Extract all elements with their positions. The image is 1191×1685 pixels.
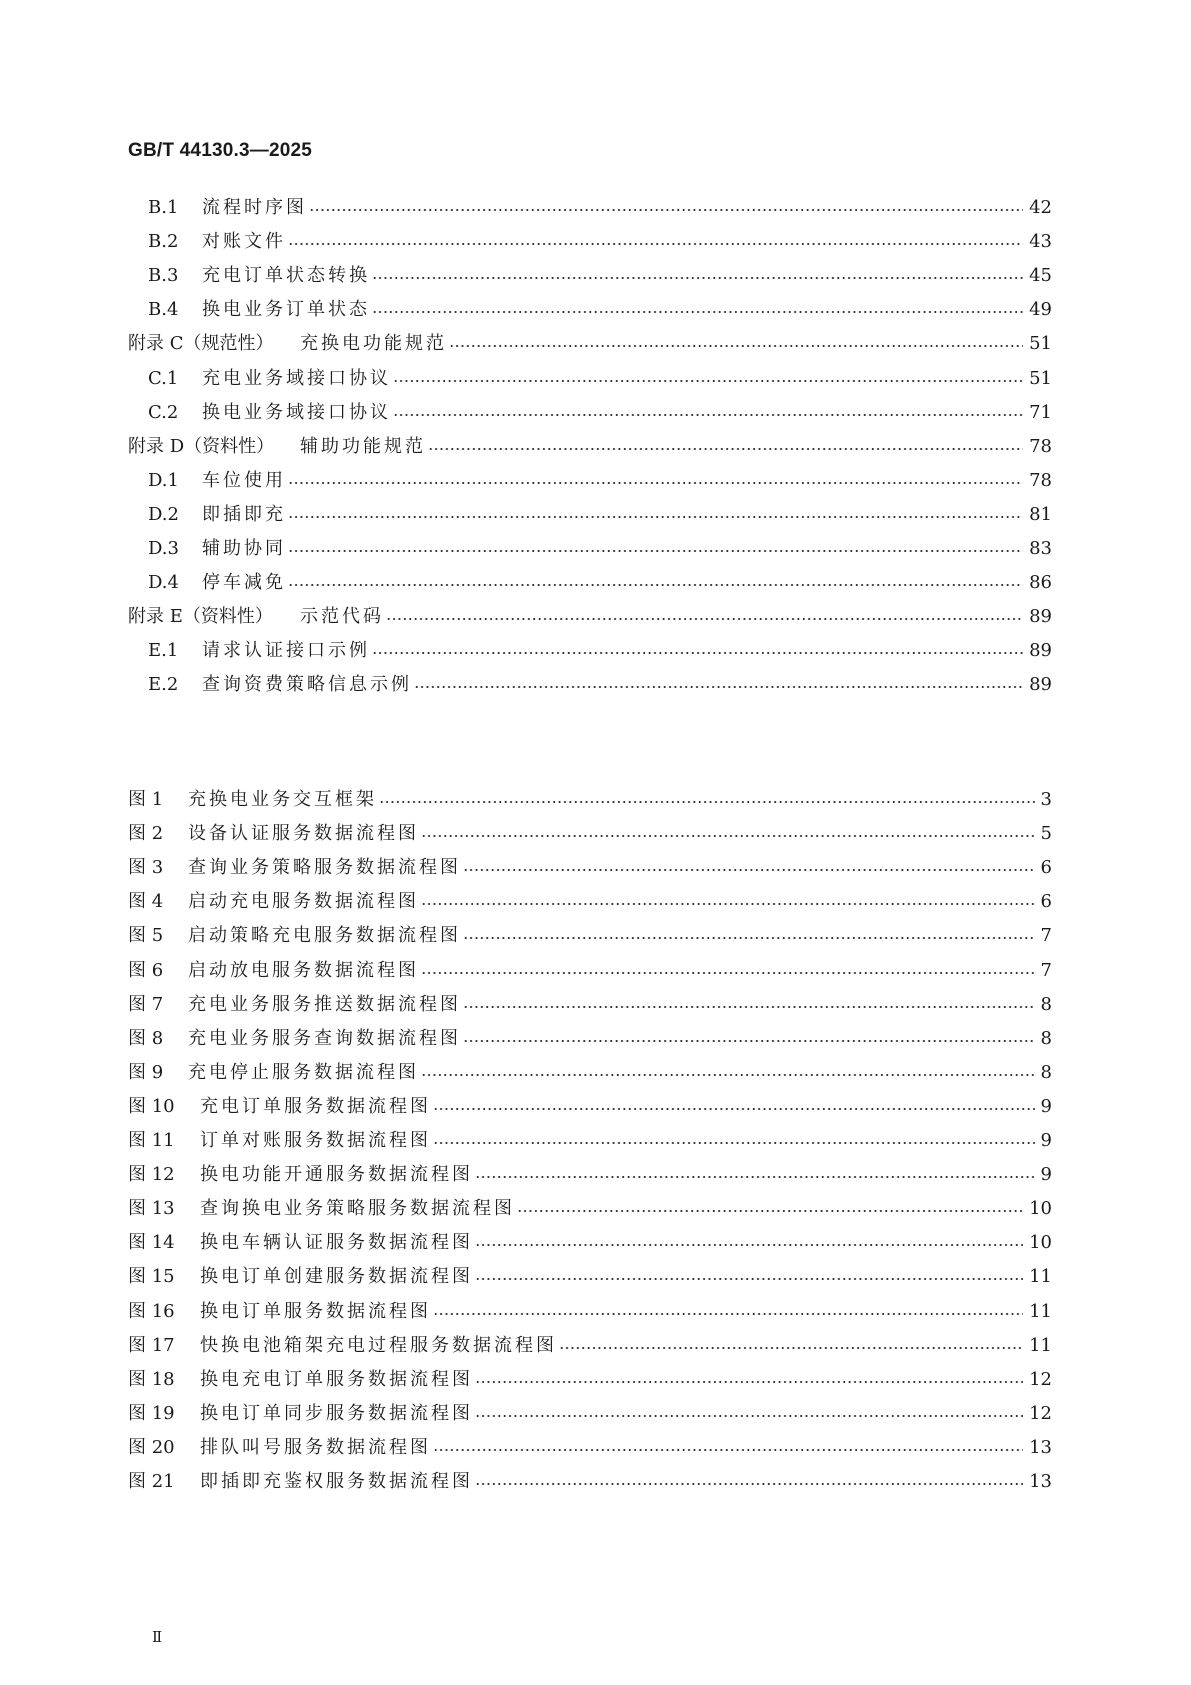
entry-title: 辅助功能规范 bbox=[300, 435, 426, 457]
dot-leader bbox=[386, 617, 1023, 621]
dot-leader bbox=[449, 344, 1023, 348]
dot-leader bbox=[463, 868, 1035, 872]
entry-page-number: 7 bbox=[1040, 959, 1052, 981]
toc-entry[interactable] bbox=[128, 921, 1052, 951]
entry-page-number: 71 bbox=[1029, 401, 1052, 423]
entry-page-number: 7 bbox=[1040, 925, 1052, 947]
entry-number: 图 13 bbox=[128, 1198, 175, 1220]
entry-number: 图 10 bbox=[128, 1095, 175, 1117]
entry-page-number: 89 bbox=[1029, 674, 1052, 696]
entry-number: D.2 bbox=[148, 503, 179, 525]
dot-leader bbox=[475, 1414, 1023, 1418]
entry-number: 图 12 bbox=[128, 1164, 175, 1186]
entry-page-number: 11 bbox=[1029, 1334, 1052, 1356]
entry-number: 图 5 bbox=[128, 925, 164, 947]
entry-title: 启动充电服务数据流程图 bbox=[188, 891, 419, 913]
toc-entry[interactable] bbox=[148, 466, 1052, 496]
toc-entry[interactable] bbox=[128, 1160, 1052, 1190]
toc-entry[interactable] bbox=[128, 1126, 1052, 1156]
entry-number: 图 16 bbox=[128, 1300, 175, 1322]
dot-leader bbox=[475, 1277, 1023, 1281]
entry-page-number: 9 bbox=[1040, 1130, 1052, 1151]
toc-entry[interactable] bbox=[128, 1058, 1052, 1088]
entry-number: 图 18 bbox=[128, 1368, 175, 1390]
dot-leader bbox=[463, 936, 1035, 940]
entry-page-number: 86 bbox=[1029, 572, 1052, 594]
dot-leader bbox=[288, 549, 1023, 553]
entry-number: D.3 bbox=[148, 538, 179, 559]
entry-number: B.4 bbox=[148, 299, 179, 321]
toc-entry[interactable] bbox=[128, 1262, 1052, 1292]
entry-number: 图 14 bbox=[128, 1232, 175, 1254]
toc-entry[interactable] bbox=[128, 1228, 1052, 1258]
entry-title: 充换电功能规范 bbox=[300, 333, 447, 355]
dot-leader bbox=[463, 1005, 1035, 1009]
dot-leader bbox=[393, 413, 1023, 417]
entry-title: 查询换电业务策略服务数据流程图 bbox=[200, 1198, 515, 1220]
dot-leader bbox=[433, 1107, 1035, 1111]
entry-page-number: 6 bbox=[1040, 891, 1052, 913]
entry-number: 图 7 bbox=[128, 993, 164, 1015]
toc-entry[interactable] bbox=[148, 398, 1052, 428]
entry-title: 启动策略充电服务数据流程图 bbox=[188, 925, 461, 947]
toc-entry[interactable] bbox=[128, 1024, 1052, 1054]
entry-page-number: 10 bbox=[1029, 1232, 1052, 1254]
entry-title: 充电订单状态转换 bbox=[202, 265, 370, 287]
toc-entry[interactable] bbox=[128, 1092, 1052, 1122]
toc-entry[interactable] bbox=[128, 1467, 1052, 1497]
dot-leader bbox=[288, 515, 1023, 519]
entry-title: 启动放电服务数据流程图 bbox=[188, 959, 419, 981]
entry-number: B.3 bbox=[148, 265, 179, 287]
toc-entry[interactable] bbox=[128, 1331, 1052, 1361]
entry-title: 查询资费策略信息示例 bbox=[202, 674, 412, 696]
toc-entry[interactable] bbox=[148, 261, 1052, 291]
dot-leader bbox=[433, 1312, 1023, 1316]
entry-number: 图 6 bbox=[128, 959, 164, 981]
toc-entry[interactable] bbox=[148, 295, 1052, 325]
entry-number: 图 17 bbox=[128, 1334, 175, 1356]
entry-title: 流程时序图 bbox=[202, 197, 307, 218]
entry-page-number: 81 bbox=[1029, 503, 1052, 525]
dot-leader bbox=[475, 1243, 1023, 1247]
entry-title: 充电停止服务数据流程图 bbox=[188, 1061, 419, 1083]
entry-page-number: 8 bbox=[1040, 1027, 1052, 1049]
toc-entry[interactable] bbox=[128, 1297, 1052, 1327]
toc-entry[interactable] bbox=[128, 1399, 1052, 1429]
entry-title: 请求认证接口示例 bbox=[202, 640, 370, 662]
entry-number: B.1 bbox=[148, 197, 179, 218]
dot-leader bbox=[288, 583, 1023, 587]
entry-number: 图 8 bbox=[128, 1027, 164, 1049]
entry-number: 附录 E（资料性） bbox=[128, 606, 273, 628]
toc-entry[interactable] bbox=[128, 1194, 1052, 1224]
entry-title: 充电业务服务查询数据流程图 bbox=[188, 1027, 461, 1049]
entry-number: 图 4 bbox=[128, 891, 164, 913]
entry-number: 图 1 bbox=[128, 789, 164, 810]
entry-title: 停车减免 bbox=[202, 572, 286, 594]
page-number: Ⅱ bbox=[152, 1628, 163, 1646]
dot-leader bbox=[421, 902, 1035, 906]
entry-title: 换电业务订单状态 bbox=[202, 299, 370, 321]
entry-number: 图 2 bbox=[128, 823, 164, 845]
entry-page-number: 89 bbox=[1029, 606, 1052, 628]
toc-entry[interactable] bbox=[148, 568, 1052, 598]
toc-entry[interactable] bbox=[128, 990, 1052, 1020]
dot-leader bbox=[559, 1346, 1023, 1350]
entry-number: C.2 bbox=[148, 401, 179, 423]
entry-page-number: 42 bbox=[1029, 197, 1052, 218]
entry-title: 快换电池箱架充电过程服务数据流程图 bbox=[200, 1334, 557, 1356]
entry-page-number: 6 bbox=[1040, 857, 1052, 879]
dot-leader bbox=[421, 1073, 1035, 1077]
entry-page-number: 9 bbox=[1040, 1164, 1052, 1186]
entry-number: 图 11 bbox=[128, 1130, 175, 1151]
entry-page-number: 11 bbox=[1029, 1266, 1052, 1288]
toc-entry[interactable] bbox=[148, 534, 1052, 564]
toc-entry[interactable] bbox=[128, 1365, 1052, 1395]
entry-page-number: 9 bbox=[1040, 1095, 1052, 1117]
entry-title: 充换电业务交互框架 bbox=[188, 789, 377, 810]
entry-title: 即插即充 bbox=[202, 503, 286, 525]
entry-page-number: 89 bbox=[1029, 640, 1052, 662]
dot-leader bbox=[288, 481, 1023, 485]
toc-entry[interactable] bbox=[128, 853, 1052, 883]
entry-title: 充电订单服务数据流程图 bbox=[200, 1095, 431, 1117]
dot-leader bbox=[414, 685, 1023, 689]
entry-number: E.1 bbox=[148, 640, 179, 662]
entry-title: 换电功能开通服务数据流程图 bbox=[200, 1164, 473, 1186]
dot-leader bbox=[421, 971, 1035, 975]
toc-entry[interactable] bbox=[128, 329, 1052, 359]
entry-number: 附录 C（规范性） bbox=[128, 333, 274, 355]
toc-entry[interactable] bbox=[128, 887, 1052, 917]
entry-number: 图 15 bbox=[128, 1266, 175, 1288]
toc-entry[interactable] bbox=[148, 500, 1052, 530]
entry-page-number: 12 bbox=[1029, 1368, 1052, 1390]
entry-number: B.2 bbox=[148, 231, 179, 253]
toc-entry[interactable] bbox=[128, 819, 1052, 849]
dot-leader bbox=[288, 242, 1023, 246]
dot-leader bbox=[372, 276, 1023, 280]
entry-title: 辅助协同 bbox=[202, 538, 286, 559]
entry-title: 查询业务策略服务数据流程图 bbox=[188, 857, 461, 879]
entry-page-number: 45 bbox=[1029, 265, 1052, 287]
entry-page-number: 51 bbox=[1029, 367, 1052, 389]
entry-page-number: 11 bbox=[1029, 1300, 1052, 1322]
entry-page-number: 12 bbox=[1029, 1402, 1052, 1424]
entry-number: 附录 D（资料性） bbox=[128, 435, 275, 457]
entry-title: 换电订单服务数据流程图 bbox=[200, 1300, 431, 1322]
toc-entry[interactable] bbox=[128, 956, 1052, 986]
dot-leader bbox=[421, 834, 1035, 838]
entry-page-number: 13 bbox=[1029, 1436, 1052, 1458]
entry-page-number: 8 bbox=[1040, 1061, 1052, 1083]
entry-title: 充电业务域接口协议 bbox=[202, 367, 391, 389]
entry-title: 换电业务域接口协议 bbox=[202, 401, 391, 423]
entry-title: 换电充电订单服务数据流程图 bbox=[200, 1368, 473, 1390]
entry-page-number: 78 bbox=[1029, 469, 1052, 491]
dot-leader bbox=[393, 379, 1023, 383]
dot-leader bbox=[379, 800, 1035, 804]
dot-leader bbox=[372, 310, 1023, 314]
toc-entry[interactable] bbox=[148, 636, 1052, 666]
toc-entry[interactable] bbox=[128, 785, 1052, 815]
entry-title: 换电订单创建服务数据流程图 bbox=[200, 1266, 473, 1288]
entry-page-number: 78 bbox=[1029, 435, 1052, 457]
entry-page-number: 83 bbox=[1029, 538, 1052, 559]
entry-page-number: 49 bbox=[1029, 299, 1052, 321]
dot-leader bbox=[475, 1380, 1023, 1384]
entry-title: 车位使用 bbox=[202, 469, 286, 491]
entry-page-number: 8 bbox=[1040, 993, 1052, 1015]
dot-leader bbox=[372, 651, 1023, 655]
entry-title: 排队叫号服务数据流程图 bbox=[200, 1436, 431, 1458]
dot-leader bbox=[433, 1141, 1035, 1145]
entry-title: 对账文件 bbox=[202, 231, 286, 253]
dot-leader bbox=[463, 1039, 1035, 1043]
toc-entry[interactable] bbox=[128, 602, 1052, 632]
entry-page-number: 3 bbox=[1040, 789, 1052, 810]
entry-page-number: 5 bbox=[1040, 823, 1052, 845]
entry-number: 图 20 bbox=[128, 1436, 175, 1458]
entry-number: 图 19 bbox=[128, 1402, 175, 1424]
toc-entry[interactable] bbox=[148, 227, 1052, 257]
entry-page-number: 43 bbox=[1029, 231, 1052, 253]
entry-number: C.1 bbox=[148, 367, 179, 389]
toc-entry[interactable] bbox=[148, 193, 1052, 223]
dot-leader bbox=[433, 1448, 1023, 1452]
toc-entry[interactable] bbox=[148, 670, 1052, 700]
entry-number: D.4 bbox=[148, 572, 179, 594]
entry-title: 设备认证服务数据流程图 bbox=[188, 823, 419, 845]
dot-leader bbox=[517, 1209, 1023, 1213]
toc-entry[interactable] bbox=[128, 432, 1052, 462]
entry-page-number: 10 bbox=[1029, 1198, 1052, 1220]
entry-title: 换电车辆认证服务数据流程图 bbox=[200, 1232, 473, 1254]
toc-entry[interactable] bbox=[128, 1433, 1052, 1463]
document-code: GB/T 44130.3—2025 bbox=[128, 140, 313, 161]
entry-page-number: 13 bbox=[1029, 1471, 1052, 1492]
entry-title: 换电订单同步服务数据流程图 bbox=[200, 1402, 473, 1424]
dot-leader bbox=[475, 1175, 1035, 1179]
dot-leader bbox=[428, 447, 1023, 451]
entry-number: D.1 bbox=[148, 469, 179, 491]
entry-title: 订单对账服务数据流程图 bbox=[200, 1130, 431, 1151]
dot-leader bbox=[309, 208, 1023, 212]
entry-title: 示范代码 bbox=[300, 606, 384, 628]
entry-number: 图 21 bbox=[128, 1471, 175, 1492]
dot-leader bbox=[475, 1482, 1023, 1486]
entry-title: 充电业务服务推送数据流程图 bbox=[188, 993, 461, 1015]
entry-number: 图 9 bbox=[128, 1061, 164, 1083]
entry-number: E.2 bbox=[148, 674, 179, 696]
entry-number: 图 3 bbox=[128, 857, 164, 879]
toc-entry[interactable] bbox=[148, 364, 1052, 394]
entry-title: 即插即充鉴权服务数据流程图 bbox=[200, 1471, 473, 1492]
entry-page-number: 51 bbox=[1029, 333, 1052, 355]
